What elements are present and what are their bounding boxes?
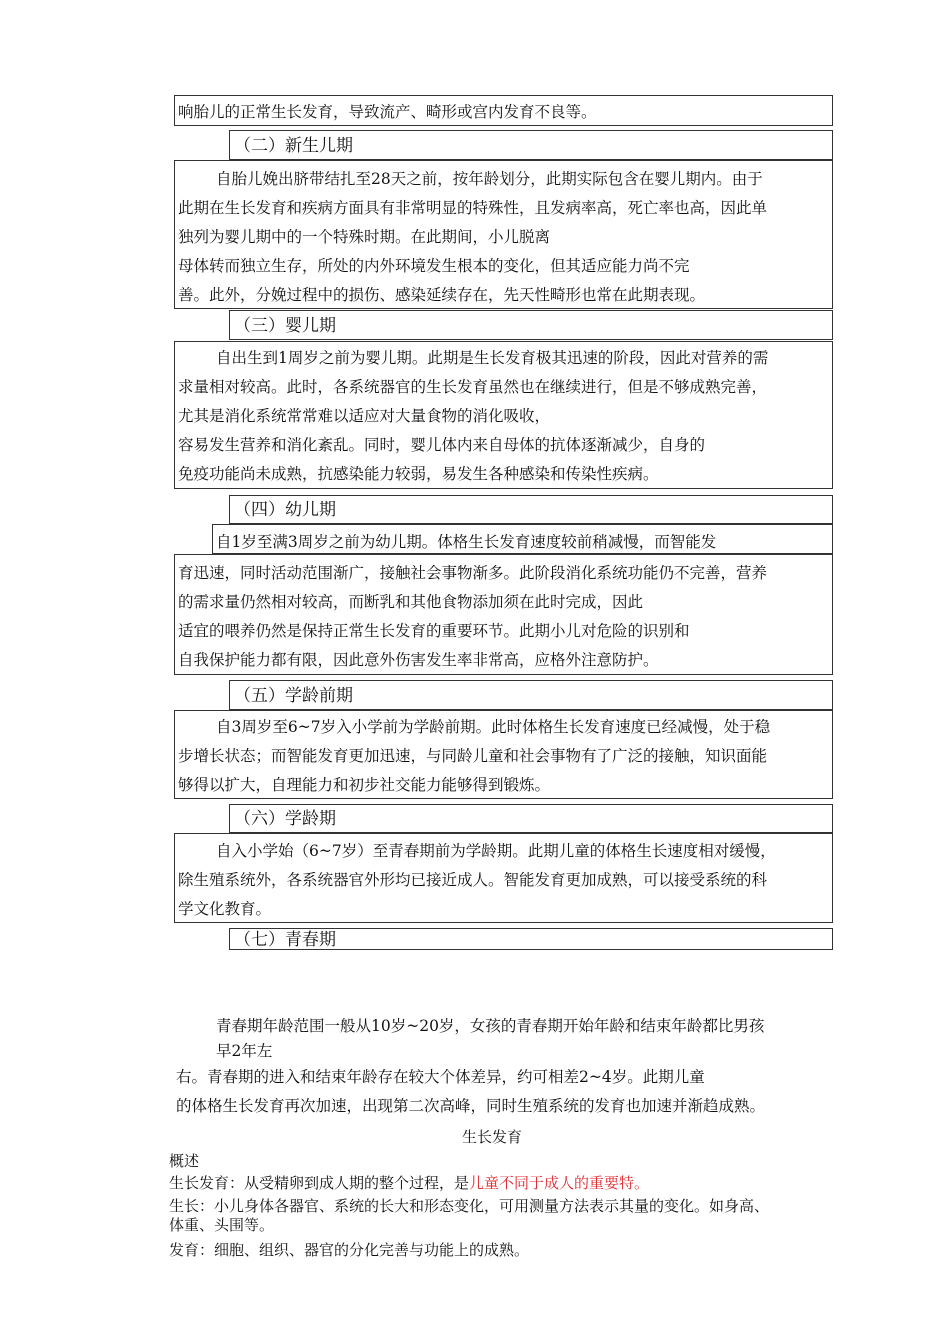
section-line: 的体格生长发育再次加速，出现第二次高峰，同时生殖系统的发育也加速并渐趋成熟。 xyxy=(176,1097,766,1115)
section-line: 早2年左 xyxy=(216,1042,273,1060)
section-line: 自胎儿娩出脐带结扎至28天之前，按年龄划分，此期实际包含在婴儿期内。由于 xyxy=(216,170,763,188)
section-line: 步增长状态；而智能发育更加迅速，与同龄儿童和社会事物有了广泛的接触，知识面能 xyxy=(178,747,768,765)
section-line: 自3周岁至6~7岁入小学前为学龄前期。此时体格生长发育速度已经减慢，处于稳 xyxy=(216,718,771,736)
section-heading-school-age: （六）学龄期 xyxy=(234,809,336,829)
overview-label: 概述 xyxy=(169,1152,200,1170)
section-line: 独列为婴儿期中的一个特殊时期。在此期间，小儿脱离 xyxy=(178,228,551,246)
section-heading-preschool: （五）学龄前期 xyxy=(234,686,353,706)
definition-prefix: 生长发育：从受精卵到成人期的整个过程，是 xyxy=(169,1174,470,1192)
section-line: 青春期年龄范围一般从10岁~20岁，女孩的青春期开始年龄和结束年龄都比男孩 xyxy=(216,1017,765,1035)
growth-title: 生长发育 xyxy=(462,1128,523,1146)
section-line: 育迅速，同时活动范围渐广，接触社会事物渐多。此阶段消化系统功能仍不完善，营养 xyxy=(178,564,768,582)
definition-highlight: 儿童不同于成人的重要特。 xyxy=(469,1174,650,1192)
section-line: 母体转而独立生存，所处的内外环境发生根本的变化，但其适应能力尚不完 xyxy=(178,257,690,275)
section-heading-adolescence: （七）青春期 xyxy=(234,930,336,950)
section-heading-infant: （三）婴儿期 xyxy=(234,316,336,336)
definition-growth-development xyxy=(169,1173,649,1193)
definition-growth-line1: 生长：小儿身体各器官、系统的长大和形态变化，可用测量方法表示其量的变化。如身高、 xyxy=(169,1197,770,1215)
section-line: 求量相对较高。此时，各系统器官的生长发育虽然也在继续进行，但是不够成熟完善， xyxy=(178,378,768,396)
section-line: 够得以扩大，自理能力和初步社交能力能够得到锻炼。 xyxy=(178,776,551,794)
section-line: 自1岁至满3周岁之前为幼儿期。体格生长发育速度较前稍减慢，而智能发 xyxy=(216,533,717,551)
section-line: 右。青春期的进入和结束年龄存在较大个体差异，约可相差2~4岁。此期儿童 xyxy=(176,1068,705,1086)
section-heading-neonatal: （二）新生儿期 xyxy=(234,136,353,156)
section-line: 适宜的喂养仍然是保持正常生长发育的重要环节。此期小儿对危险的识别和 xyxy=(178,622,690,640)
definition-growth-line2: 体重、头围等。 xyxy=(169,1216,275,1234)
section-line: 自入小学始（6~7岁）至青春期前为学龄期。此期儿童的体格生长速度相对缓慢， xyxy=(216,842,776,860)
section-line: 善。此外，分娩过程中的损伤、感染延续存在，先天性畸形也常在此期表现。 xyxy=(178,286,706,304)
section-line: 自我保护能力都有限，因此意外伤害发生率非常高，应格外注意防护。 xyxy=(178,651,659,669)
section-line: 的需求量仍然相对较高，而断乳和其他食物添加须在此时完成，因此 xyxy=(178,593,644,611)
section-line: 自出生到1周岁之前为婴儿期。此期是生长发育极其迅速的阶段，因此对营养的需 xyxy=(216,349,769,367)
section-line: 此期在生长发育和疾病方面具有非常明显的特殊性，且发病率高，死亡率也高，因此单 xyxy=(178,199,768,217)
section-line: 免疫功能尚未成熟，抗感染能力较弱，易发生各种感染和传染性疾病。 xyxy=(178,465,659,483)
section-line: 容易发生营养和消化紊乱。同时，婴儿体内来自母体的抗体逐渐减少，自身的 xyxy=(178,436,706,454)
top-line: 响胎儿的正常生长发育，导致流产、畸形或宫内发育不良等。 xyxy=(178,103,597,121)
section-line: 除生殖系统外，各系统器官外形均已接近成人。智能发育更加成熟，可以接受系统的科 xyxy=(178,871,768,889)
section-heading-toddler: （四）幼儿期 xyxy=(234,500,336,520)
section-line: 学文化教育。 xyxy=(178,900,272,918)
definition-development: 发育：细胞、组织、器官的分化完善与功能上的成熟。 xyxy=(169,1241,530,1259)
section-line: 尤其是消化系统常常难以适应对大量食物的消化吸收， xyxy=(178,407,551,425)
